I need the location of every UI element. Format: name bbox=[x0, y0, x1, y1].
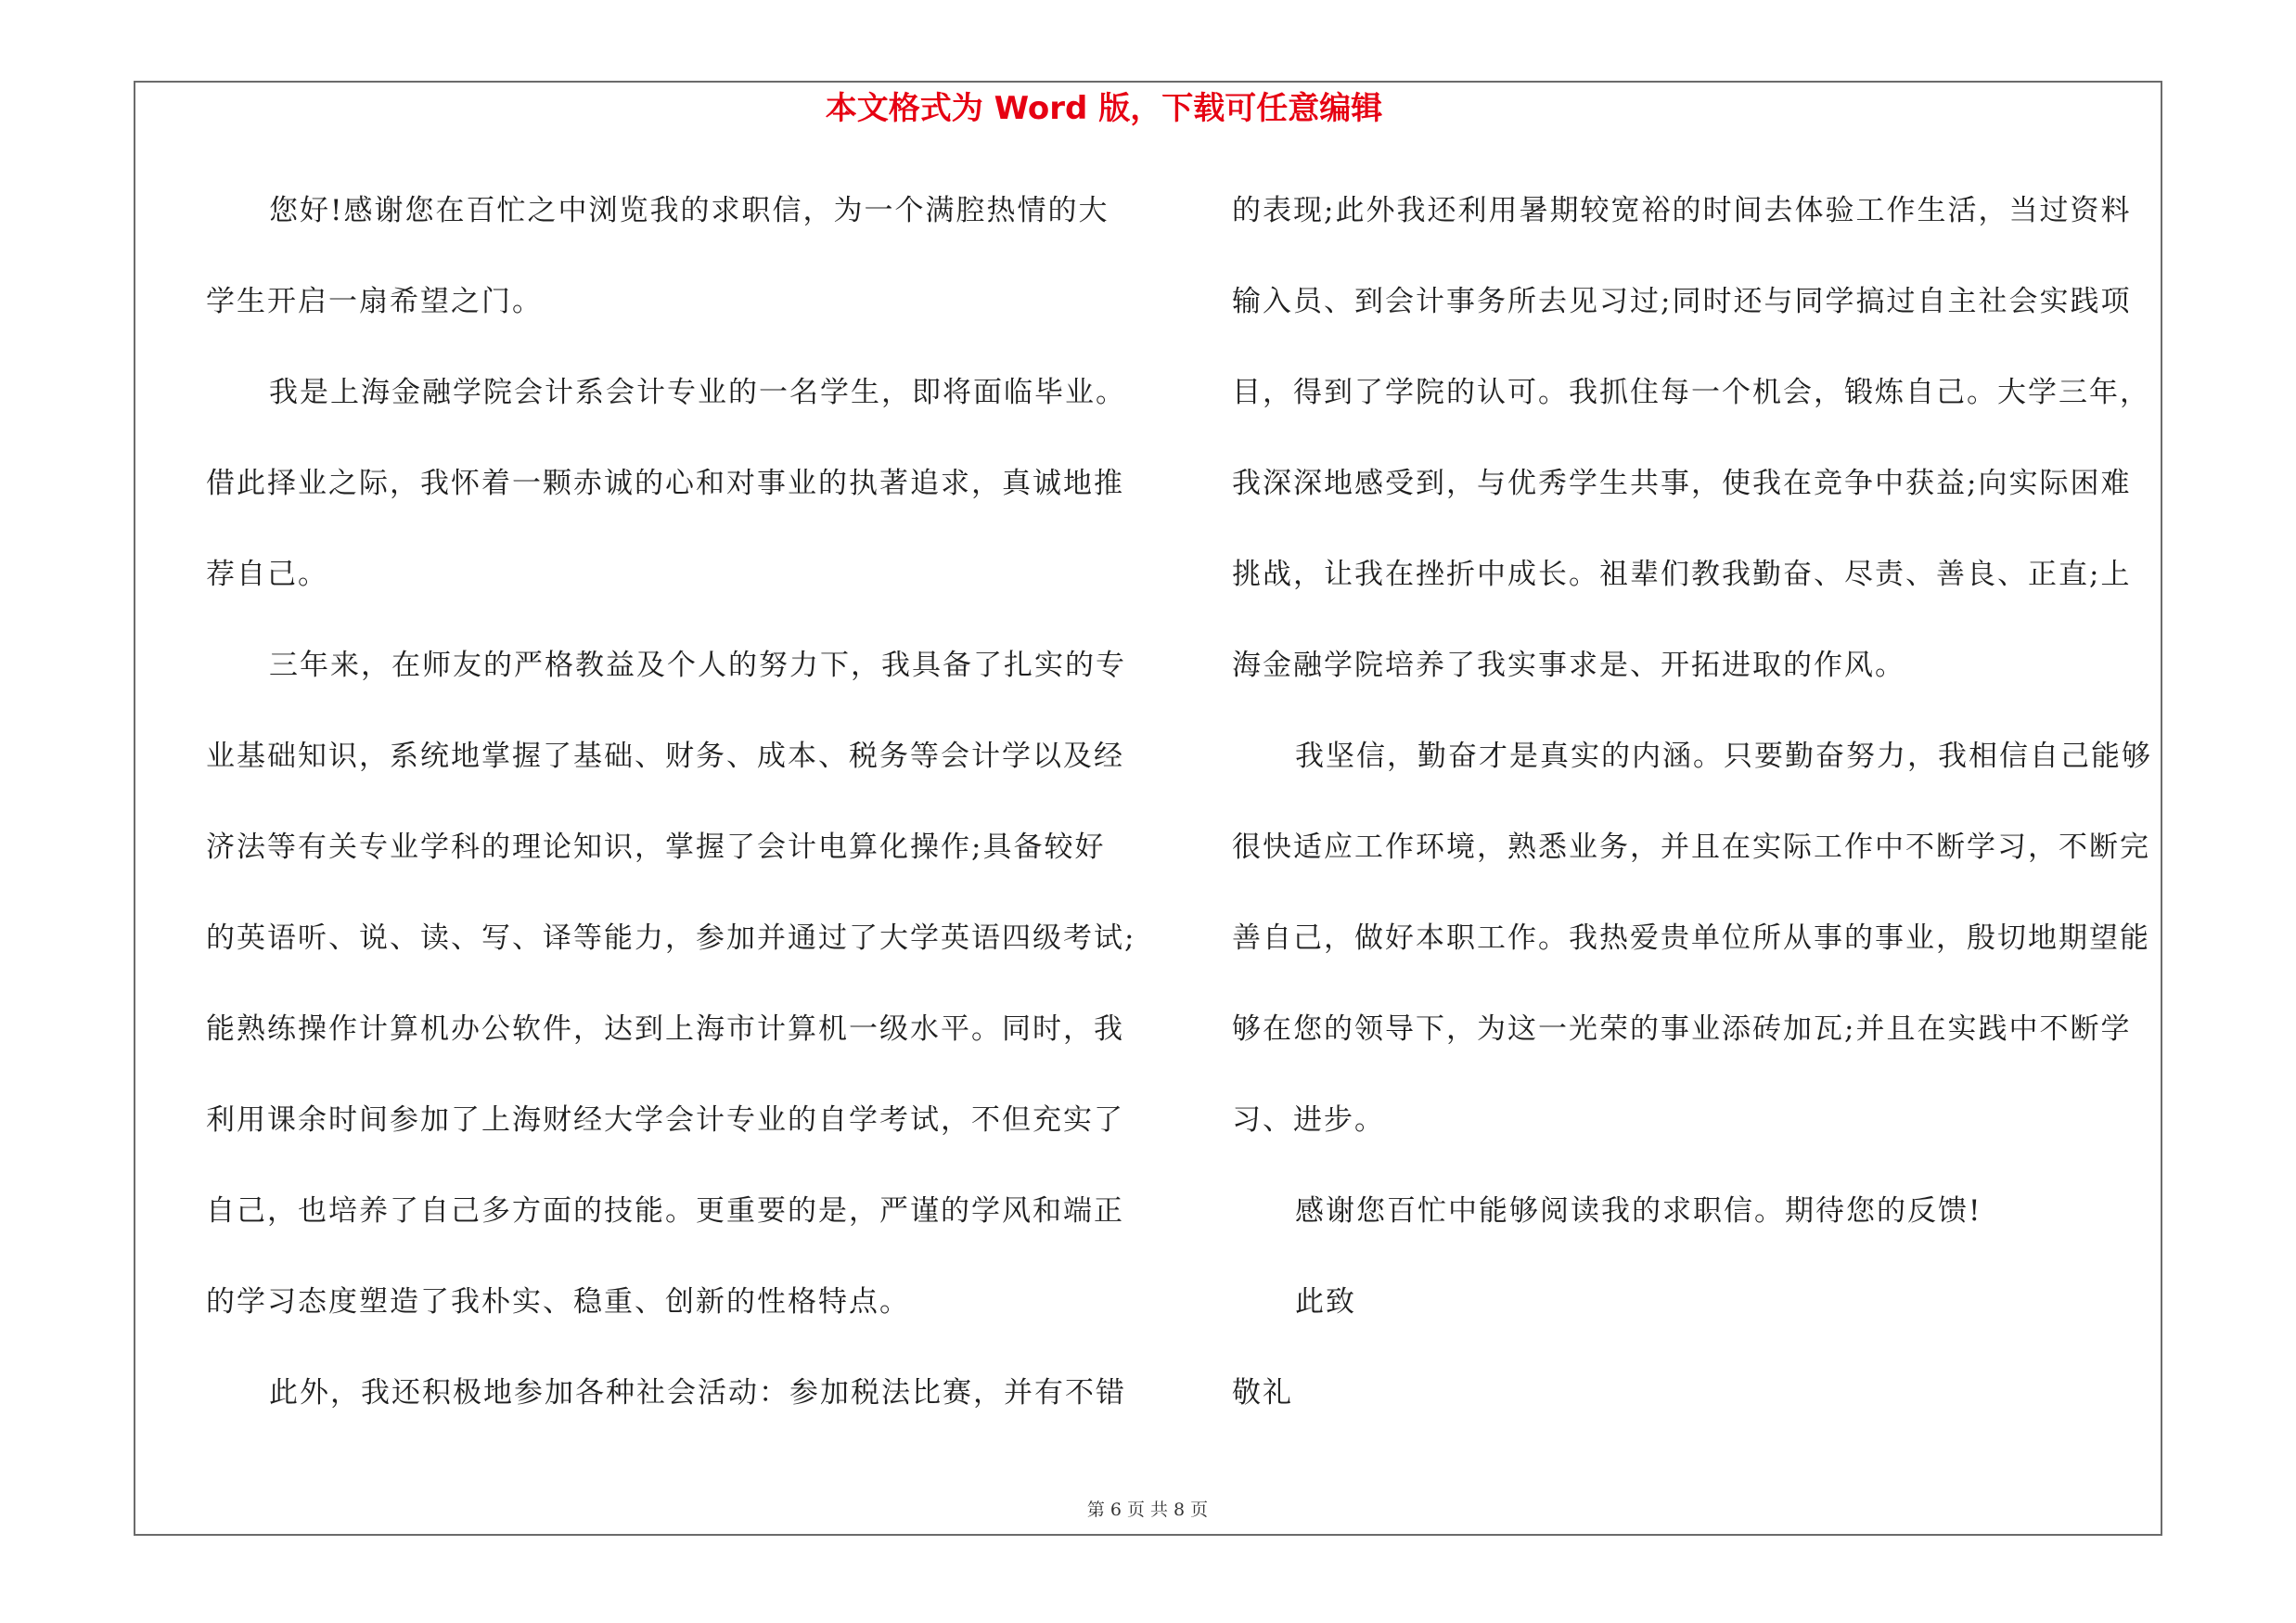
format-notice: 本文格式为 Word 版，下载可任意编辑 bbox=[825, 90, 1383, 127]
text-line: 我是上海金融学院会计系会计专业的一名学生，即将面临毕业。 bbox=[269, 376, 1126, 409]
text-line: 海金融学院培养了我实事求是、开拓进取的作风。 bbox=[1232, 649, 1905, 682]
page-number: 第 6 页 共 8 页 bbox=[1086, 1500, 1209, 1520]
text-line: 借此择业之际，我怀着一颗赤诚的心和对事业的执著追求，真诚地推 bbox=[206, 467, 1124, 500]
text-line: 我坚信，勤奋才是真实的内涵。只要勤奋努力，我相信自己能够 bbox=[1295, 740, 2152, 773]
text-line: 利用课余时间参加了上海财经大学会计专业的自学考试，不但充实了 bbox=[206, 1103, 1124, 1137]
closing-regards: 敬礼 bbox=[1232, 1376, 1293, 1410]
text-line: 善自己，做好本职工作。我热爱贵单位所从事的事业，殷切地期望能 bbox=[1232, 921, 2150, 955]
text-line: 荐自己。 bbox=[206, 558, 328, 591]
text-line: 济法等有关专业学科的理论知识，掌握了会计电算化操作;具备较好 bbox=[206, 831, 1106, 864]
text-line: 的学习态度塑造了我朴实、稳重、创新的性格特点。 bbox=[206, 1285, 910, 1319]
text-line: 挑战，让我在挫折中成长。祖辈们教我勤奋、尽责、善良、正直;上 bbox=[1232, 558, 2132, 591]
text-line: 够在您的领导下，为这一光荣的事业添砖加瓦;并且在实践中不断学 bbox=[1232, 1012, 2132, 1046]
text-line: 三年来，在师友的严格教益及个人的努力下，我具备了扎实的专 bbox=[269, 649, 1126, 682]
text-line: 我深深地感受到，与优秀学生共事，使我在竞争中获益;向实际困难 bbox=[1232, 467, 2132, 500]
text-line: 能熟练操作计算机办公软件，达到上海市计算机一级水平。同时，我 bbox=[206, 1012, 1124, 1046]
text-line: 输入员、到会计事务所去见习过;同时还与同学搞过自主社会实践项 bbox=[1232, 285, 2132, 318]
closing-salutation: 此致 bbox=[1295, 1285, 1356, 1319]
text-line: 感谢您百忙中能够阅读我的求职信。期待您的反馈! bbox=[1295, 1194, 1982, 1228]
text-line: 业基础知识，系统地掌握了基础、财务、成本、税务等会计学以及经 bbox=[206, 740, 1124, 773]
text-line: 很快适应工作环境，熟悉业务，并且在实际工作中不断学习，不断完 bbox=[1232, 831, 2150, 864]
text-line: 习、进步。 bbox=[1232, 1103, 1385, 1137]
text-line: 的表现;此外我还利用暑期较宽裕的时间去体验工作生活，当过资料 bbox=[1232, 194, 2132, 227]
text-line: 自己，也培养了自己多方面的技能。更重要的是，严谨的学风和端正 bbox=[206, 1194, 1124, 1228]
text-line: 目，得到了学院的认可。我抓住每一个机会，锻炼自己。大学三年， bbox=[1232, 376, 2150, 409]
text-line: 此外，我还积极地参加各种社会活动：参加税法比赛，并有不错 bbox=[269, 1376, 1126, 1410]
text-line: 的英语听、说、读、写、译等能力，参加并通过了大学英语四级考试; bbox=[206, 921, 1136, 955]
text-line: 学生开启一扇希望之门。 bbox=[206, 285, 543, 318]
text-line: 您好!感谢您在百忙之中浏览我的求职信，为一个满腔热情的大 bbox=[269, 194, 1110, 227]
